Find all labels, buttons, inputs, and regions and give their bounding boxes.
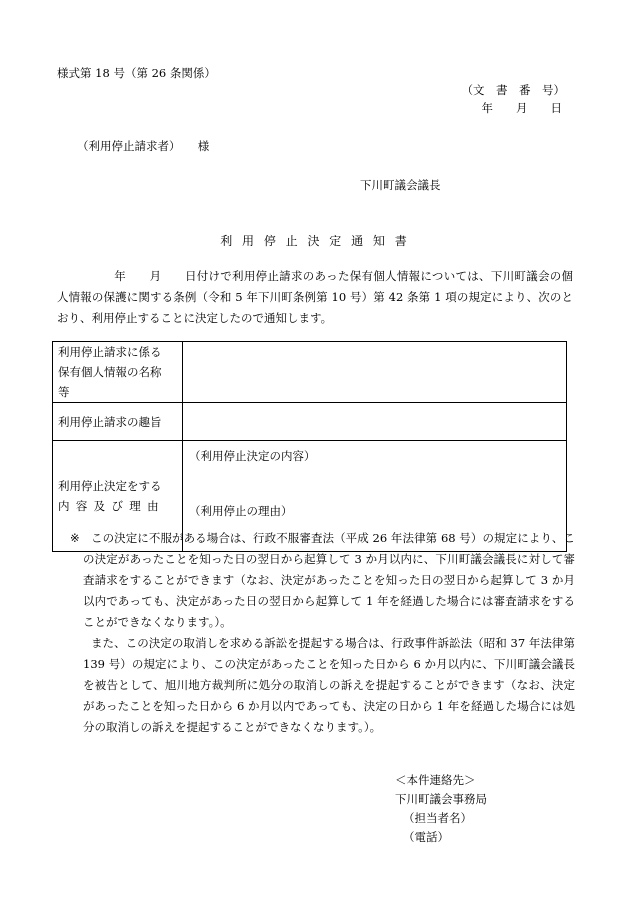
body-lead-text: 年 月 日付けで利用停止請求のあった保有個人情報については、下川町議会の個人情報の保護に関する条例（令和 5 年下川町条例第 10 号）第 42 条第 1 項の規定により、次のとおり、利用停止することに決定したので通知します。: [57, 269, 573, 325]
contact-block: [395, 771, 487, 847]
sender-name: 下川町議会議長: [360, 178, 441, 192]
row1-label: 利用停止請求に係る保有個人情報の名称等: [53, 342, 183, 403]
row3-label-line2: 内容及び理由: [58, 499, 165, 513]
table-row: [53, 403, 567, 441]
form-number: 様式第 18 号（第 26 条関係）: [57, 66, 216, 80]
contact-phone: （電話）: [403, 830, 449, 844]
appeal-note: [70, 528, 575, 738]
table-row: [53, 342, 567, 403]
document-number: （文 書 番 号）: [461, 83, 565, 97]
decision-table: [52, 341, 567, 552]
issue-date: 年 月 日: [481, 101, 562, 115]
row1-value: [183, 342, 567, 403]
contact-person: （担当者名）: [403, 811, 472, 825]
body-paragraph: [57, 266, 573, 329]
note-paragraph-2: また、この決定の取消しを求める訴訟を提起する場合は、行政事件訴訟法（昭和 37 年法律第 139 号）の規定により、この決定があったことを知った日から 6 か月以内に、下川町議会議長を被告として、旭川地方裁判所に処分の取消しの訴えを提起することができます（なお、決定があったことを知った日から 6 か月以内であっても、決定の日から 1 年を経過した場合には処分の取消しの訴えを提起することができなくなります。）。: [83, 636, 575, 734]
note-paragraph-1: この決定に不服がある場合は、行政不服審査法（平成 26 年法律第 68 号）の規定により、この決定があったことを知った日の翌日から起算して 3 か月以内に、下川町議会議長に対して審査請求をすることができます（なお、決定があったことを知った日の翌日から起算して 3 か月以内であっても、決定があった日の翌日から起算して 1 年を経過した場合には審査請求をすることができなくなります。）。: [83, 531, 575, 629]
decision-reason-label: （利用停止の理由）: [189, 504, 293, 518]
row2-label: 利用停止請求の趣旨: [53, 403, 183, 441]
note-mark: ※: [70, 531, 80, 545]
document-title: [0, 235, 630, 247]
document-title-text: 利 用 停 止 決 定 通 知 書: [220, 234, 410, 248]
recipient-line: （利用停止請求者） 様: [77, 139, 210, 153]
row3-label-line1: 利用停止決定をする: [58, 479, 162, 493]
decision-content-label: （利用停止決定の内容）: [189, 449, 316, 463]
contact-heading: ＜本件連絡先＞: [395, 773, 476, 787]
contact-office: 下川町議会事務局: [395, 792, 487, 806]
row2-value: [183, 403, 567, 441]
